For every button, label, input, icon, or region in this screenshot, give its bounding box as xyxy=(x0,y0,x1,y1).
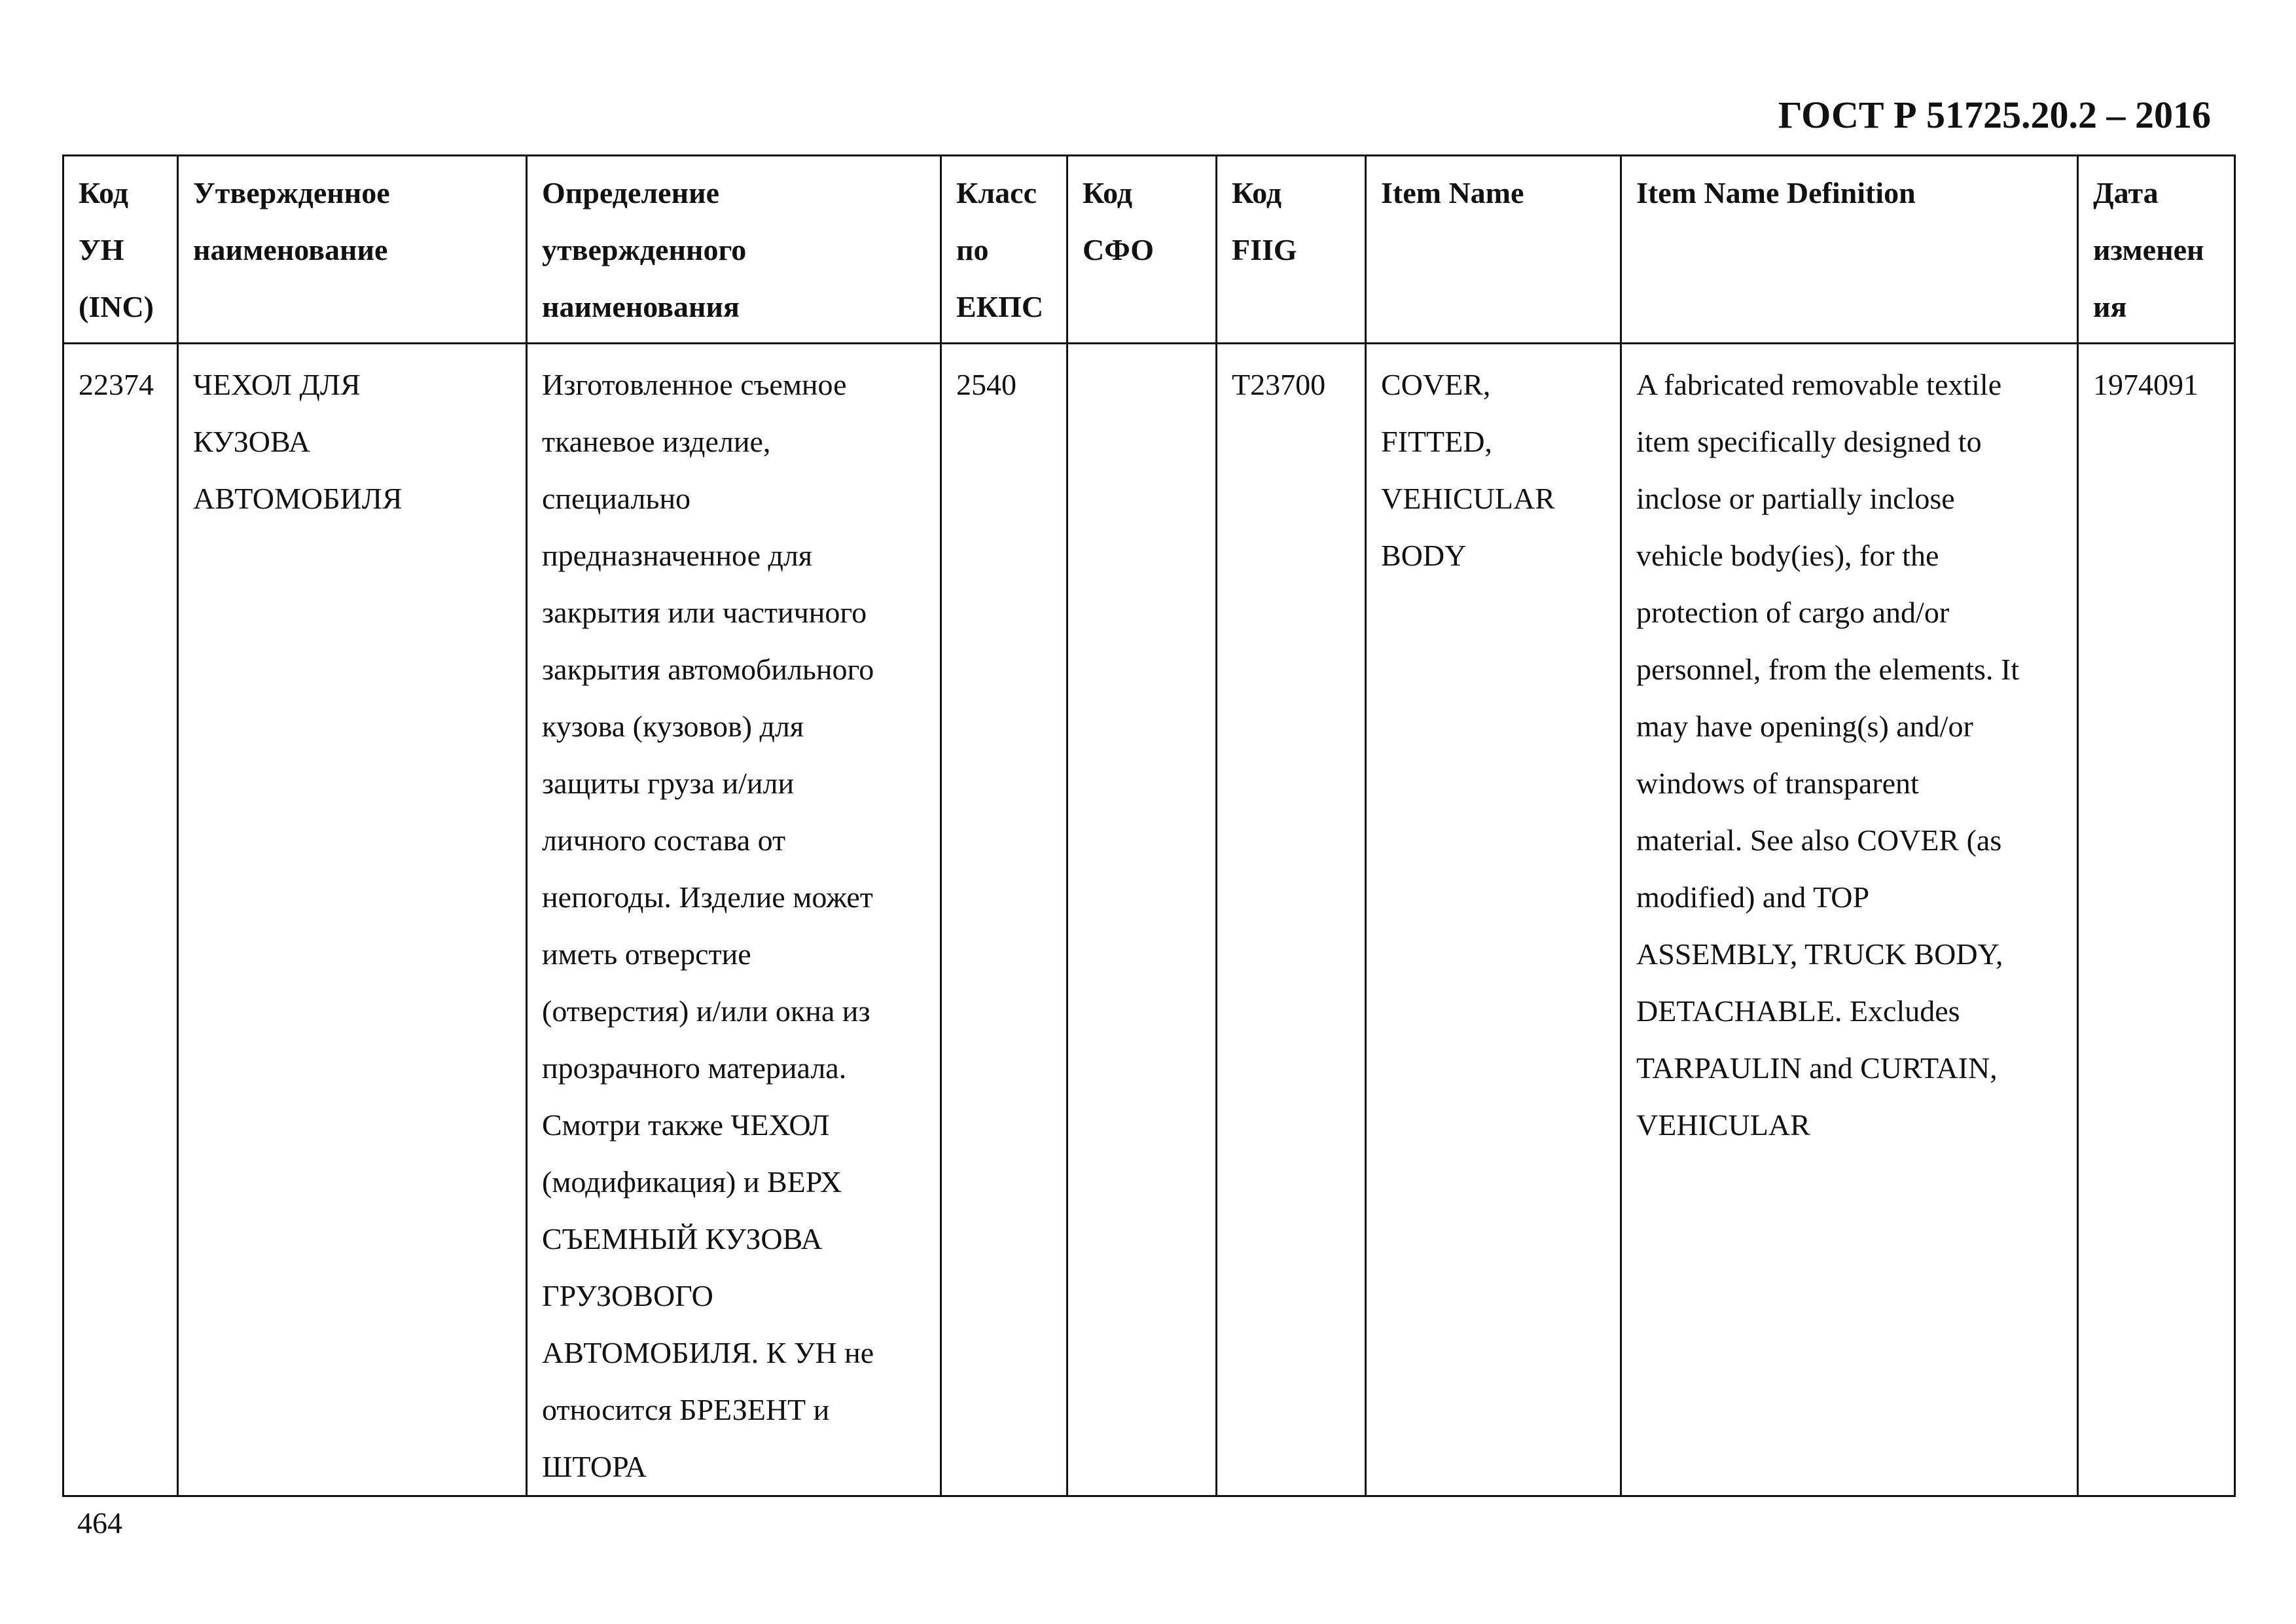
col-header-code-fiig: Код FIIG xyxy=(1217,156,1366,344)
text-line: COVER, xyxy=(1381,368,1491,401)
text-line: inclose or partially inclose xyxy=(1636,482,1955,515)
cell-item-name-definition xyxy=(1621,344,2078,1496)
text-line: Изготовленное съемное xyxy=(542,368,847,401)
col-header-change-date: Дата изменен ия xyxy=(2078,156,2235,344)
text-line: modified) and TOP xyxy=(1636,880,1870,914)
page-number: 464 xyxy=(77,1506,122,1540)
col-header-class-ekps: Класс по ЕКПС xyxy=(941,156,1067,344)
table-row xyxy=(63,344,2235,1496)
text-line: кузова (кузовов) для xyxy=(542,710,804,743)
cell-code-fiig: T23700 xyxy=(1217,344,1366,1496)
text-line: VEHICULAR xyxy=(1381,482,1555,515)
text-line: vehicle body(ies), for the xyxy=(1636,539,1939,572)
text-line: BODY xyxy=(1381,539,1467,572)
text-line: АВТОМОБИЛЯ xyxy=(193,482,403,515)
text-line: item specifically designed to xyxy=(1636,425,1982,458)
col-header-inc: Код УН (INC) xyxy=(63,156,178,344)
text-line: material. See also COVER (as xyxy=(1636,823,2002,857)
text-line: ШТОРА xyxy=(542,1450,647,1483)
col-header-code-sfo: Код СФО xyxy=(1067,156,1217,344)
cell-code-sfo xyxy=(1067,344,1217,1496)
text-line: личного состава от xyxy=(542,823,786,857)
text-line: A fabricated removable textile xyxy=(1636,368,2002,401)
text-line: защиты груза и/или xyxy=(542,767,795,800)
text-line: DETACHABLE. Excludes xyxy=(1636,994,1960,1028)
text-line: ASSEMBLY, TRUCK BODY, xyxy=(1636,937,2003,971)
item-name-table xyxy=(62,154,2236,1497)
text-line: СЪЕМНЫЙ КУЗОВА xyxy=(542,1222,823,1255)
text-line: VEHICULAR xyxy=(1636,1108,1810,1142)
text-line: АВТОМОБИЛЯ. К УН не xyxy=(542,1336,874,1369)
text-line: ГРУЗОВОГО xyxy=(542,1279,713,1312)
col-header-definition: Определение утвержденного наименования xyxy=(527,156,941,344)
text-line: закрытия автомобильного xyxy=(542,653,874,686)
col-header-item-name: Item Name xyxy=(1366,156,1621,344)
text-line: специально xyxy=(542,482,691,515)
text-line: may have opening(s) and/or xyxy=(1636,710,1973,743)
cell-item-name xyxy=(1366,344,1621,1496)
text-line: закрытия или частичного xyxy=(542,596,867,629)
text-line: FITTED, xyxy=(1381,425,1492,458)
cell-definition xyxy=(527,344,941,1496)
cell-class-ekps: 2540 xyxy=(941,344,1067,1496)
text-line: тканевое изделие, xyxy=(542,425,771,458)
text-line: прозрачного материала. xyxy=(542,1051,847,1085)
text-line: TARPAULIN and CURTAIN, xyxy=(1636,1051,1998,1085)
col-header-approved-name: Утвержденное наименование xyxy=(178,156,527,344)
text-line: protection of cargo and/or xyxy=(1636,596,1950,629)
text-line: personnel, from the elements. It xyxy=(1636,653,2020,686)
text-line: непогоды. Изделие может xyxy=(542,880,873,914)
text-line: windows of transparent xyxy=(1636,767,1919,800)
text-line: (модификация) и ВЕРХ xyxy=(542,1165,842,1199)
text-line: ЧЕХОЛ ДЛЯ xyxy=(193,368,361,401)
text-line: иметь отверстие xyxy=(542,937,751,971)
text-line: предназначенное для xyxy=(542,539,813,572)
document-code: ГОСТ Р 51725.20.2 – 2016 xyxy=(1778,94,2211,136)
text-line: КУЗОВА xyxy=(193,425,310,458)
cell-change-date: 1974091 xyxy=(2078,344,2235,1496)
col-header-item-name-definition: Item Name Definition xyxy=(1621,156,2078,344)
text-line: относится БРЕЗЕНТ и xyxy=(542,1393,830,1426)
cell-inc: 22374 xyxy=(63,344,178,1496)
cell-approved-name xyxy=(178,344,527,1496)
header-row xyxy=(63,156,2235,344)
text-line: (отверстия) и/или окна из xyxy=(542,994,870,1028)
text-line: Смотри также ЧЕХОЛ xyxy=(542,1108,830,1142)
